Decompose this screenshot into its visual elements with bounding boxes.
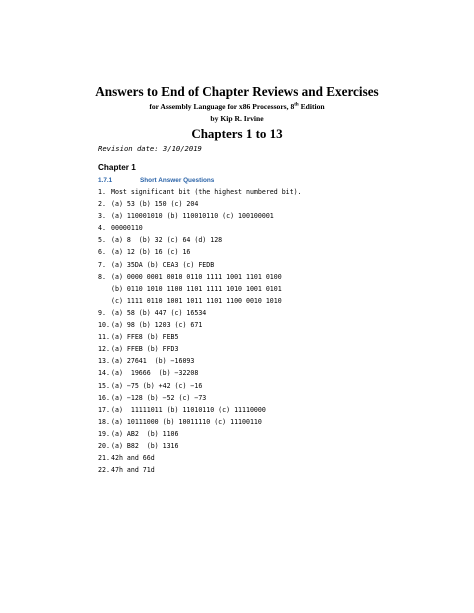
answer-number: 21.: [98, 454, 110, 463]
answer-item: [98, 198, 458, 210]
answer-number: 4.: [98, 224, 106, 233]
answer-text: (c) 1111 0110 1001 1011 1101 1100 0010 1010: [111, 296, 282, 305]
answer-number: 6.: [98, 248, 106, 257]
answer-text: (a) 53 (b) 150 (c) 204: [111, 200, 199, 209]
answer-item: [98, 355, 458, 367]
answer-text: (a) 12 (b) 16 (c) 16: [111, 248, 191, 257]
answer-text: (a) 10111000 (b) 10011110 (c) 11100110: [111, 417, 262, 426]
answer-number: 10.: [98, 321, 110, 330]
answer-item: [98, 331, 458, 343]
answer-item: [98, 283, 458, 295]
answer-text: 42h and 66d: [111, 454, 155, 463]
answer-text: (a) 27641 (b) −16093: [111, 357, 195, 366]
answer-text: 00000110: [111, 224, 143, 233]
answer-item: [98, 210, 458, 222]
answer-text: (a) AB2 (b) 1106: [111, 429, 179, 438]
subtitle-superscript: th: [294, 102, 299, 108]
revision-date: Revision date: 3/10/2019: [98, 144, 202, 153]
answer-text: (a) 0000 0001 0010 0110 1111 1001 1101 0100: [111, 272, 282, 281]
answer-text: (a) 98 (b) 1203 (c) 671: [111, 321, 203, 330]
answer-text: (a) 110001010 (b) 110010110 (c) 100100001: [111, 212, 274, 221]
answer-text: (a) −75 (b) +42 (c) −16: [111, 381, 203, 390]
answer-item: [98, 367, 458, 379]
answer-text: 47h and 71d: [111, 466, 155, 475]
subtitle-end: Edition: [298, 102, 325, 111]
answer-number: 11.: [98, 333, 110, 342]
document-subtitle: [0, 102, 474, 111]
answer-number: 2.: [98, 200, 106, 209]
answer-item: [98, 464, 458, 476]
answer-number: 3.: [98, 212, 106, 221]
answer-item: [98, 259, 458, 271]
answer-item: [98, 295, 458, 307]
chapters-heading: Chapters 1 to 13: [191, 126, 283, 141]
answer-number: 17.: [98, 405, 110, 414]
answer-item: [98, 416, 458, 428]
answer-item: [98, 186, 458, 198]
answer-number: 12.: [98, 345, 110, 354]
answer-number: 16.: [98, 393, 110, 402]
answer-number: 7.: [98, 260, 106, 269]
section-heading: [98, 177, 214, 184]
answer-text: (a) FFEB (b) FFD3: [111, 345, 179, 354]
answer-number: 19.: [98, 429, 110, 438]
answer-item: [98, 440, 458, 452]
answer-list: [98, 186, 458, 476]
answer-item: [98, 319, 458, 331]
subtitle-main: for Assembly Language for x86 Processors, 8: [149, 102, 295, 111]
answer-text: (a) 35DA (b) CEA3 (c) FEDB: [111, 260, 215, 269]
answer-item: [98, 307, 458, 319]
document-title: Answers to End of Chapter Reviews and Exercises: [95, 84, 379, 99]
answer-text: (a) 8 (b) 32 (c) 64 (d) 128: [111, 236, 223, 245]
answer-number: 9.: [98, 308, 106, 317]
answer-text: (b) 0110 1010 1100 1101 1111 1010 1001 0101: [111, 284, 282, 293]
answer-number: 13.: [98, 357, 110, 366]
answer-item: [98, 234, 458, 246]
answer-number: 20.: [98, 441, 110, 450]
answer-item: [98, 404, 458, 416]
answer-item: [98, 343, 458, 355]
answer-number: 1.: [98, 188, 106, 196]
answer-text: (a) B82 (b) 1316: [111, 441, 179, 450]
author-line: by Kip R. Irvine: [210, 114, 264, 123]
answer-item: [98, 271, 458, 283]
answer-text: Most significant bit (the highest numbered bit).: [111, 188, 302, 196]
section-title: Short Answer Questions: [140, 177, 215, 184]
answer-item: [98, 380, 458, 392]
answer-item: [98, 428, 458, 440]
answer-number: 18.: [98, 417, 110, 426]
answer-number: 22.: [98, 466, 110, 475]
answer-item: [98, 452, 458, 464]
answer-text: (a) −128 (b) −52 (c) −73: [111, 393, 207, 402]
chapter-heading: Chapter 1: [98, 163, 136, 172]
answer-item: [98, 246, 458, 258]
answer-text: (a) 11111011 (b) 11010110 (c) 11110000: [111, 405, 266, 414]
section-number: 1.7.1: [98, 177, 113, 184]
answer-item: [98, 222, 458, 234]
answer-number: 15.: [98, 381, 110, 390]
answer-text: (a) 19666 (b) −32208: [111, 369, 199, 378]
answer-text: (a) FFE8 (b) FEB5: [111, 333, 179, 342]
answer-number: 8.: [98, 272, 106, 281]
answer-item: [98, 392, 458, 404]
answer-text: (a) 58 (b) 447 (c) 16534: [111, 308, 207, 317]
answer-number: 5.: [98, 236, 106, 245]
answer-number: 14.: [98, 369, 110, 378]
